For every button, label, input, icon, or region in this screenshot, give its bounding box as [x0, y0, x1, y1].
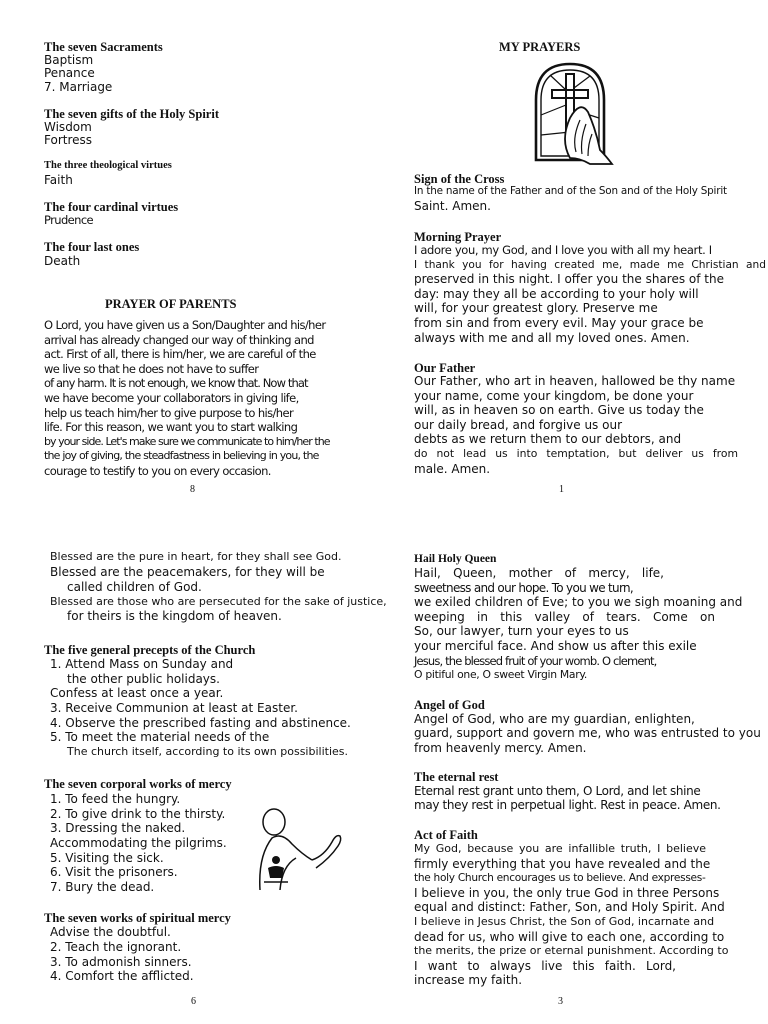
spiritual-work-line: 4. Comfort the afflicted.	[50, 969, 194, 983]
spiritual-works-heading: The seven works of spiritual mercy	[44, 911, 231, 925]
spiritual-work-line: Advise the doubtful.	[50, 925, 171, 939]
corporal-works-heading: The seven corporal works of mercy	[44, 777, 232, 791]
text-line: Our Father, who art in heaven, hallowed be thy name	[414, 374, 736, 388]
precept-line: 1. Attend Mass on Sunday and	[50, 657, 234, 671]
text-line: we exiled children of Eve; to you we sigh moaning and	[414, 595, 743, 610]
text-line: our daily bread, and forgive us our	[414, 417, 623, 432]
church-window-praying-hands-icon	[530, 60, 616, 171]
precepts-heading: The five general precepts of the Church	[44, 643, 256, 657]
theological-item: Faith	[44, 173, 73, 187]
act-of-faith-text	[414, 842, 729, 988]
text-line: debts as we return them to our debtors, and	[414, 432, 682, 447]
text-line: your name, come your kingdom, be done your	[414, 388, 694, 403]
text-line: day: may they all be according to your holy will	[414, 286, 699, 301]
cardinal-heading: The four cardinal virtues	[44, 200, 179, 214]
page-number: 8	[190, 484, 195, 495]
text-line: I adore you, my God, and I love you with all my heart. I	[414, 243, 712, 257]
text-line: Hail, Queen, mother of mercy, life,	[414, 566, 664, 580]
text-line: male. Amen.	[414, 461, 491, 476]
text-line: your merciful face. And show us after this exile	[414, 638, 697, 653]
page-1	[384, 0, 768, 512]
sacrament-item: Baptism	[44, 53, 94, 67]
page-3	[384, 512, 768, 1024]
page-6	[0, 512, 387, 1024]
precept-line: 4. Observe the prescribed fasting and abstinence.	[50, 716, 351, 730]
page-8	[0, 0, 384, 512]
sacraments-heading: The seven Sacraments	[44, 40, 163, 54]
text-line: by your side. Let's make sure we communicate to him/her the	[44, 434, 330, 448]
text-line: we have become your collaborators in giving life,	[44, 390, 299, 405]
morning-prayer-heading: Morning Prayer	[414, 230, 502, 244]
text-line: arrival has already changed our way of thinking and	[44, 332, 314, 347]
last-item: Death	[44, 254, 81, 268]
page-number: 3	[558, 996, 563, 1007]
page-number: 6	[191, 996, 196, 1007]
act-of-faith-heading: Act of Faith	[414, 828, 478, 842]
precept-line: the other public holidays.	[67, 672, 220, 686]
sacrament-item: Penance	[44, 66, 95, 80]
text-line: we live so that he does not have to suffer	[44, 361, 259, 376]
precept-line: 5. To meet the material needs of the	[50, 730, 270, 744]
angel-of-god-line: Angel of God, who are my guardian, enlighten,	[414, 712, 695, 726]
gift-item: Fortress	[44, 133, 93, 147]
text-line: I believe in you, the only true God in three Persons	[414, 885, 720, 900]
beatitude-line: for theirs is the kingdom of heaven.	[67, 609, 282, 623]
beatitude-line: Blessed are the pure in heart, for they shall see God.	[50, 550, 342, 563]
corporal-work-line: 2. To give drink to the thirsty.	[50, 807, 226, 821]
text-line: So, our lawyer, turn your eyes to us	[414, 624, 629, 639]
theological-heading: The three theological virtues	[44, 160, 172, 171]
text-line: do not lead us into temptation, but deliver us from	[414, 446, 738, 460]
text-line: I believe in Jesus Christ, the Son of God, incarnate and	[414, 914, 715, 928]
text-line: O pitiful one, O sweet Virgin Mary.	[414, 668, 588, 682]
hail-holy-queen-heading: Hail Holy Queen	[414, 553, 497, 565]
last-heading: The four last ones	[44, 240, 140, 254]
text-line: will, for your greatest glory. Preserve me	[414, 301, 658, 316]
sign-of-cross-line: In the name of the Father and of the Son and of the Holy Spirit	[414, 185, 727, 197]
text-line: My God, because you are infallible truth, I believe	[414, 842, 706, 855]
text-line: weeping in this valley of tears. Come on	[414, 609, 715, 624]
text-line: always with me and all my loved ones. Amen.	[414, 330, 690, 345]
text-line: help us teach him/her to give purpose to his/her	[44, 405, 294, 420]
sacrament-item: 7. Marriage	[44, 80, 113, 94]
text-line: firmly everything that you have revealed and the	[414, 856, 711, 871]
text-line: courage to testify to you on every occasion.	[44, 463, 271, 478]
text-line: dead for us, who will give to each one, according to	[414, 929, 725, 944]
precept-line: The church itself, according to its own possibilities.	[67, 745, 348, 758]
spiritual-work-line: 2. Teach the ignorant.	[50, 940, 182, 954]
praying-figure-icon	[252, 806, 348, 895]
sign-of-cross-line: Saint. Amen.	[414, 199, 491, 213]
text-line: I want to always live this faith. Lord,	[414, 958, 676, 973]
beatitude-line: Blessed are the peacemakers, for they will be	[50, 565, 325, 579]
angel-of-god-line: from heavenly mercy. Amen.	[414, 741, 587, 755]
text-line: Jesus, the blessed fruit of your womb. O clement,	[414, 653, 657, 668]
text-line: the merits, the prize or eternal punishment. According to	[414, 944, 729, 958]
text-line: of any harm. It is not enough, we know that. Now that	[44, 376, 308, 391]
beatitude-line: Blessed are those who are persecuted for the sake of justice,	[50, 595, 387, 608]
our-father-heading: Our Father	[414, 361, 476, 375]
text-line: sweetness and our hope. To you we turn,	[414, 580, 633, 595]
text-line: O Lord, you have given us a Son/Daughter and his/her	[44, 318, 326, 332]
precept-line: Confess at least once a year.	[50, 686, 224, 700]
my-prayers-heading: MY PRAYERS	[499, 40, 581, 54]
cardinal-item: Prudence	[44, 213, 94, 227]
text-line: act. First of all, there is him/her, we are careful of the	[44, 347, 316, 362]
hail-holy-queen-text	[414, 566, 743, 683]
prayer-of-parents-text	[44, 318, 330, 479]
eternal-rest-line: may they rest in perpetual light. Rest in peace. Amen.	[414, 798, 721, 812]
text-line: will, as in heaven so on earth. Give us today the	[414, 403, 704, 418]
gift-item: Wisdom	[44, 120, 92, 134]
corporal-work-line: 6. Visit the prisoners.	[50, 865, 178, 879]
text-line: preserved in this night. I offer you the shares of the	[414, 272, 724, 287]
text-line: the joy of giving, the steadfastness in believing in you, the	[44, 449, 319, 463]
corporal-work-line: 3. Dressing the naked.	[50, 821, 186, 835]
precept-line: 3. Receive Communion at least at Easter.	[50, 701, 298, 715]
eternal-rest-line: Eternal rest grant unto them, O Lord, and let shine	[414, 784, 701, 798]
beatitude-line: called children of God.	[67, 580, 202, 594]
corporal-work-line: 5. Visiting the sick.	[50, 851, 164, 865]
text-line: life. For this reason, we want you to start walking	[44, 420, 298, 435]
text-line: the holy Church encourages us to believe. And expresses-	[414, 872, 706, 885]
text-line: increase my faith.	[414, 973, 523, 988]
text-line: I thank you for having created me, made me Christian and	[414, 258, 766, 271]
text-line: from sin and from every evil. May your grace be	[414, 315, 704, 330]
corporal-work-line: Accommodating the pilgrims.	[50, 836, 227, 850]
angel-of-god-line: guard, support and govern me, who was entrusted to you	[414, 726, 761, 740]
corporal-work-line: 7. Bury the dead.	[50, 880, 155, 894]
eternal-rest-heading: The eternal rest	[414, 770, 499, 784]
angel-of-god-heading: Angel of God	[414, 698, 485, 712]
sign-of-cross-heading: Sign of the Cross	[414, 172, 505, 186]
text-line: equal and distinct: Father, Son, and Holy Spirit. And	[414, 900, 725, 915]
prayer-of-parents-heading: PRAYER OF PARENTS	[105, 297, 237, 311]
our-father-text	[414, 374, 750, 476]
corporal-work-line: 1. To feed the hungry.	[50, 792, 181, 806]
spiritual-work-line: 3. To admonish sinners.	[50, 955, 192, 969]
gifts-heading: The seven gifts of the Holy Spirit	[44, 107, 219, 121]
page-number: 1	[559, 484, 564, 495]
morning-prayer-text	[414, 243, 766, 345]
